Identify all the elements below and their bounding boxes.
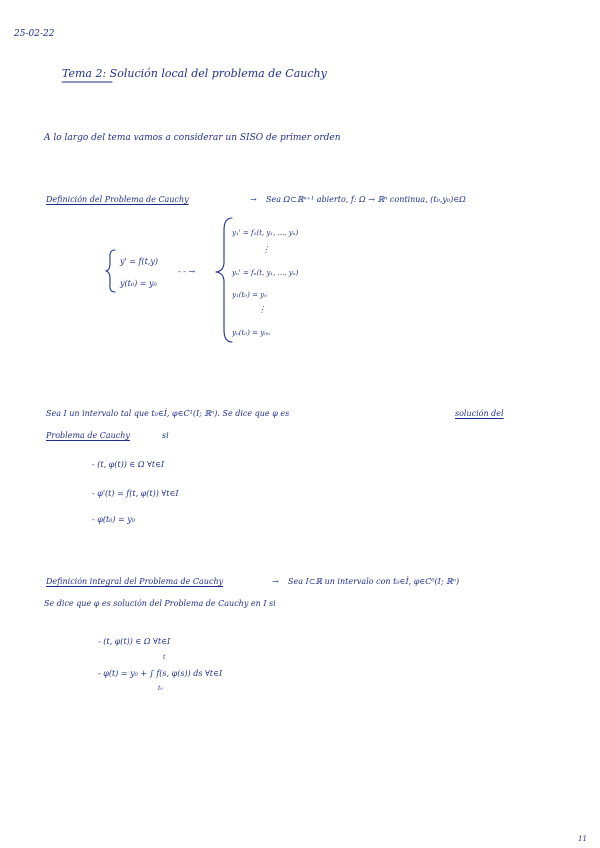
system-left-eq2: y(t₀) = y₀ <box>120 279 157 288</box>
def2-condition-2: - φ(t) = y₀ + ∫ f(s, φ(s)) ds ∀t∈I <box>98 669 223 678</box>
def2-condition-1: - (t, φ(t)) ∈ Ω ∀t∈I <box>98 637 171 646</box>
sol-link: solución del <box>455 409 504 418</box>
system-right-eq4: yₙ(t₀) = y₀ₙ <box>232 329 270 337</box>
sol-condition-3: - φ(t₀) = y₀ <box>92 515 136 524</box>
def2-line2: Se dice que φ es solución del Problema de Cauchy en I si <box>44 599 276 608</box>
sol-condition-1: - (t, φ(t)) ∈ Ω ∀t∈I <box>92 460 165 469</box>
def1-arrow: → <box>250 195 257 204</box>
intro-text: A lo largo del tema vamos a considerar un SISO de primer orden <box>44 133 341 143</box>
page-number: 11 <box>578 835 587 843</box>
system-right-eq3: y₁(t₀) = y₀ <box>232 291 267 299</box>
def2-arrow: → <box>272 577 279 586</box>
sol-line2: Problema de Cauchy <box>46 431 130 440</box>
def1-heading: Definición del Problema de Cauchy <box>46 195 189 204</box>
def2-statement: Sea I⊂ℝ un intervalo con t₀∈İ, φ∈C⁰(I; ℝⁿ) <box>288 577 460 586</box>
sol-condition-2: - φ'(t) = f(t, φ(t)) ∀t∈I <box>92 489 179 498</box>
sol-line1: Sea I un intervalo tal que t₀∈İ, φ∈C¹(I; ℝⁿ). Se dice que φ es <box>46 409 290 418</box>
left-brace <box>106 250 115 292</box>
def1-statement: Sea Ω⊂ℝⁿ⁺¹ abierto, f: Ω → ℝⁿ continua, (t₀,y₀)∈Ω <box>266 195 466 204</box>
integral-lower-limit: t₀ <box>158 685 163 692</box>
date: 25-02-22 <box>14 29 55 39</box>
system-right-eq2: yₙ' = fₙ(t, y₁, ..., yₙ) <box>232 269 299 277</box>
system-right-dots2: ⋮ <box>258 305 266 314</box>
system-right-eq1: y₁' = f₁(t, y₁, ..., yₙ) <box>232 229 299 237</box>
system-left-eq1: y' = f(t,y) <box>120 257 158 266</box>
sol-line2-tail: si <box>162 431 169 440</box>
integral-upper-limit: t <box>163 654 166 661</box>
def2-heading: Definición integral del Problema de Cauchy <box>46 577 224 586</box>
page-title: Tema 2: Solución local del problema de Cauchy <box>62 67 327 80</box>
map-arrow: - - → <box>178 267 196 276</box>
system-right-dots1: ⋮ <box>262 245 270 254</box>
right-brace <box>216 218 232 342</box>
